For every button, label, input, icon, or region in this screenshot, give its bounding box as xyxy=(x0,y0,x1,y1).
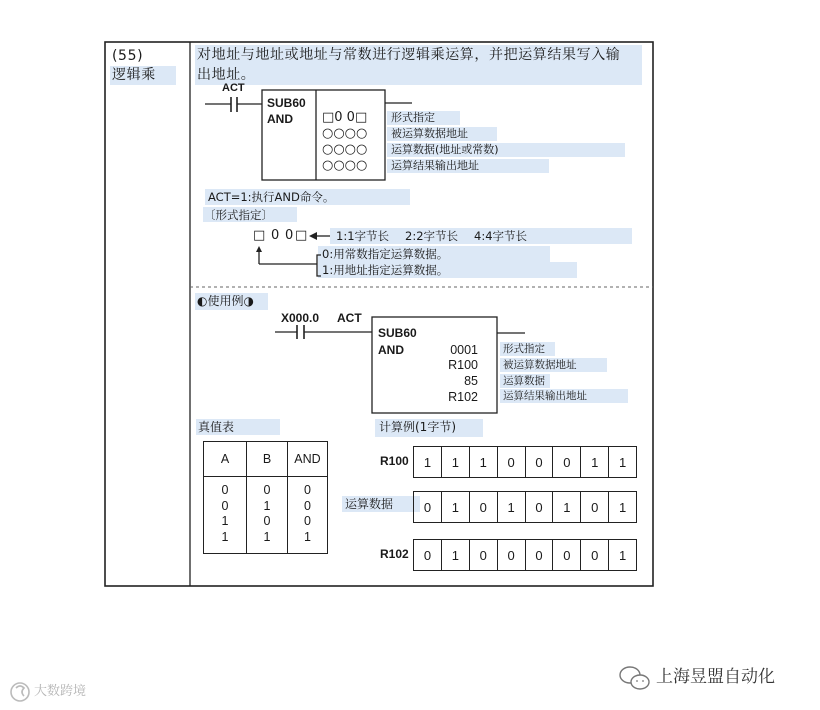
bit-cell: 0 xyxy=(497,540,525,570)
bit-cell: 0 xyxy=(525,492,553,522)
example-contact-label: ACT xyxy=(337,311,362,325)
calc-row-operand xyxy=(413,491,637,523)
bit-cell: 1 xyxy=(441,540,469,570)
calc-row-label: 运算数据 xyxy=(345,497,394,511)
bit-cell: 0 xyxy=(525,447,553,477)
instruction-name: 逻辑乘 xyxy=(112,67,156,83)
bit-cell: 0 xyxy=(469,492,497,522)
example-operand: R100 xyxy=(448,358,478,372)
calc-row-r100 xyxy=(413,446,637,478)
format-operand-label: 运算结果输出地址 xyxy=(391,159,479,172)
bit-cell: 1 xyxy=(608,447,636,477)
example-contact-address: X000.0 xyxy=(281,311,320,325)
calc-row-label: R100 xyxy=(380,454,409,468)
format-code-digit: 0 xyxy=(271,228,280,243)
mode-option: 1:用地址指定运算数据。 xyxy=(322,263,449,277)
format-function-code: SUB60 xyxy=(267,96,306,110)
length-option: 4:4字节长 xyxy=(474,229,528,243)
truth-value: 0 xyxy=(221,498,229,513)
format-contact-label: ACT xyxy=(222,82,245,94)
truth-table-column-b xyxy=(247,477,288,553)
bit-cell: 1 xyxy=(497,492,525,522)
truth-value: 1 xyxy=(221,529,229,544)
bit-cell: 1 xyxy=(580,447,608,477)
bit-cell: 0 xyxy=(525,540,553,570)
wechat-icon xyxy=(620,667,649,689)
mode-pointer-arrow-head xyxy=(256,246,262,252)
description-line-1: 对地址与地址或地址与常数进行逻辑乘运算，并把运算结果写入输 xyxy=(197,47,621,63)
bit-cell: 0 xyxy=(469,540,497,570)
format-operand-label: 运算数据(地址或常数) xyxy=(391,143,499,156)
bit-cell: 1 xyxy=(441,492,469,522)
format-spec-title: 〔形式指定〕 xyxy=(204,208,273,222)
truth-table-header: AND xyxy=(288,442,327,477)
truth-table-column-and xyxy=(288,477,327,553)
format-operand-label: 形式指定 xyxy=(391,111,435,124)
format-operand-row: ○○○○ xyxy=(322,158,368,173)
description-line-2: 出地址。 xyxy=(197,67,256,83)
bit-cell: 1 xyxy=(552,492,580,522)
format-operand-label: 被运算数据地址 xyxy=(391,127,468,140)
bit-cell: 1 xyxy=(441,447,469,477)
bit-cell: 0 xyxy=(497,447,525,477)
bit-cell: 1 xyxy=(608,492,636,522)
format-arrow-head xyxy=(309,232,317,240)
format-code-box: □ xyxy=(253,228,266,243)
format-operand-row: ○○○○ xyxy=(322,126,368,141)
format-code-digit: 0 xyxy=(285,228,294,243)
bit-cell: 0 xyxy=(423,547,432,563)
bit-cell: 0 xyxy=(552,540,580,570)
truth-value: 0 xyxy=(263,514,271,528)
length-option: 1:1字节长 xyxy=(336,229,390,243)
instruction-number: (55) xyxy=(112,48,144,64)
example-operand-label: 运算数据 xyxy=(503,375,545,387)
bit-cell: 0 xyxy=(423,499,432,515)
example-function-code: SUB60 xyxy=(378,326,417,340)
example-operand: 85 xyxy=(464,374,478,388)
truth-value: 0 xyxy=(221,483,229,497)
calc-row-label: R102 xyxy=(380,547,409,561)
truth-table-header: A xyxy=(204,442,247,477)
truth-value: 1 xyxy=(221,514,229,528)
truth-value: 0 xyxy=(304,483,311,497)
truth-table-column-a xyxy=(204,477,247,553)
truth-table xyxy=(203,441,328,554)
act-note: ACT=1:执行AND命令。 xyxy=(208,190,335,204)
calc-row-r102 xyxy=(413,539,637,571)
example-function-name: AND xyxy=(378,343,404,357)
example-title: ◐使用例◑ xyxy=(197,294,254,308)
bit-cell: 1 xyxy=(423,454,432,470)
watermark-left: 大数跨境 xyxy=(34,684,87,699)
watermark-right: 上海昱盟自动化 xyxy=(656,667,775,687)
example-operand-label: 形式指定 xyxy=(503,343,545,355)
truth-value: 1 xyxy=(304,529,311,544)
example-operand-label: 被运算数据地址 xyxy=(503,359,577,371)
truth-value: 0 xyxy=(304,498,311,513)
format-operand-row: ○○○○ xyxy=(322,142,368,157)
truth-value: 1 xyxy=(263,498,271,513)
example-operand-label: 运算结果输出地址 xyxy=(503,390,587,402)
bit-cell: 0 xyxy=(580,492,608,522)
format-function-name: AND xyxy=(267,112,293,126)
truth-value: 0 xyxy=(263,483,271,497)
bit-cell: 1 xyxy=(608,540,636,570)
example-operand: 0001 xyxy=(450,343,478,357)
truth-value: 1 xyxy=(263,529,271,544)
length-option: 2:2字节长 xyxy=(405,229,459,243)
truth-table-header: B xyxy=(247,442,288,477)
bit-cell: 0 xyxy=(552,447,580,477)
bit-cell: 1 xyxy=(469,447,497,477)
format-code-box: □ xyxy=(295,228,308,243)
truth-table-title: 真值表 xyxy=(198,420,235,434)
example-operand: R102 xyxy=(448,390,478,404)
watermark-logo-icon xyxy=(11,683,29,701)
bit-cell: 0 xyxy=(580,540,608,570)
format-operand-row: □0 0□ xyxy=(322,110,368,125)
calculation-title: 计算例(1字节) xyxy=(379,420,456,434)
truth-value: 0 xyxy=(304,514,311,528)
mode-option: 0:用常数指定运算数据。 xyxy=(322,247,449,261)
